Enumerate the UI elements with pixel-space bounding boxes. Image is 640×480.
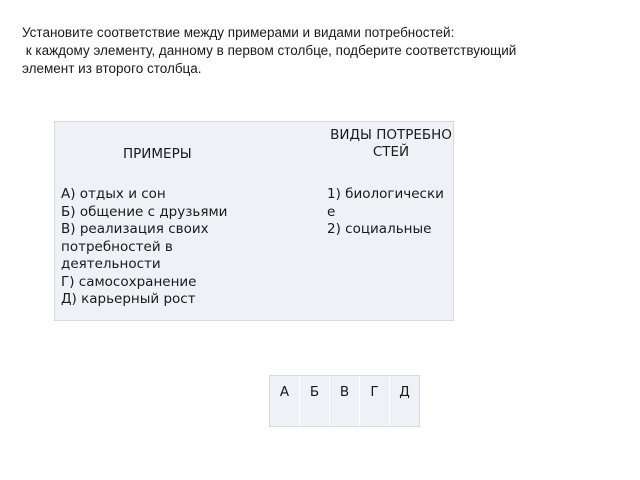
needs-list — [327, 186, 445, 239]
answer-cell-g[interactable]: Г — [360, 376, 390, 426]
task-line-2: к каждому элементу, данному в первом столбце, подберите соответствующий — [22, 43, 517, 58]
task-line-1: Установите соответствие между примерами и видами потребностей: — [22, 25, 455, 40]
task-line-3: элемент из второго столбца. — [22, 61, 202, 76]
answer-cell-v[interactable]: В — [330, 376, 360, 426]
example-item-v: В) реализация своих потребностей в деятельности — [61, 221, 209, 272]
answer-cell-d[interactable]: Д — [399, 384, 410, 400]
examples-header: ПРИМЕРЫ — [123, 146, 192, 162]
need-item-1: 1) биологические — [327, 186, 444, 220]
answer-cell-b[interactable]: Б — [300, 376, 330, 426]
need-item-2: 2) социальные — [327, 221, 432, 237]
task-instructions — [22, 24, 622, 78]
example-item-b: Б) общение с друзьями — [61, 203, 228, 220]
example-item-a: А) отдых и сон — [61, 186, 166, 202]
example-item-g: Г) самосохранение — [61, 273, 197, 290]
needs-header: ВИДЫ ПОТРЕБНОСТЕЙ — [330, 127, 452, 160]
example-item-d: Д) карьерный рост — [61, 291, 196, 307]
matching-table — [54, 121, 454, 321]
answer-cell-a[interactable]: А — [270, 376, 300, 426]
examples-list — [61, 186, 266, 309]
answer-table — [269, 375, 420, 427]
